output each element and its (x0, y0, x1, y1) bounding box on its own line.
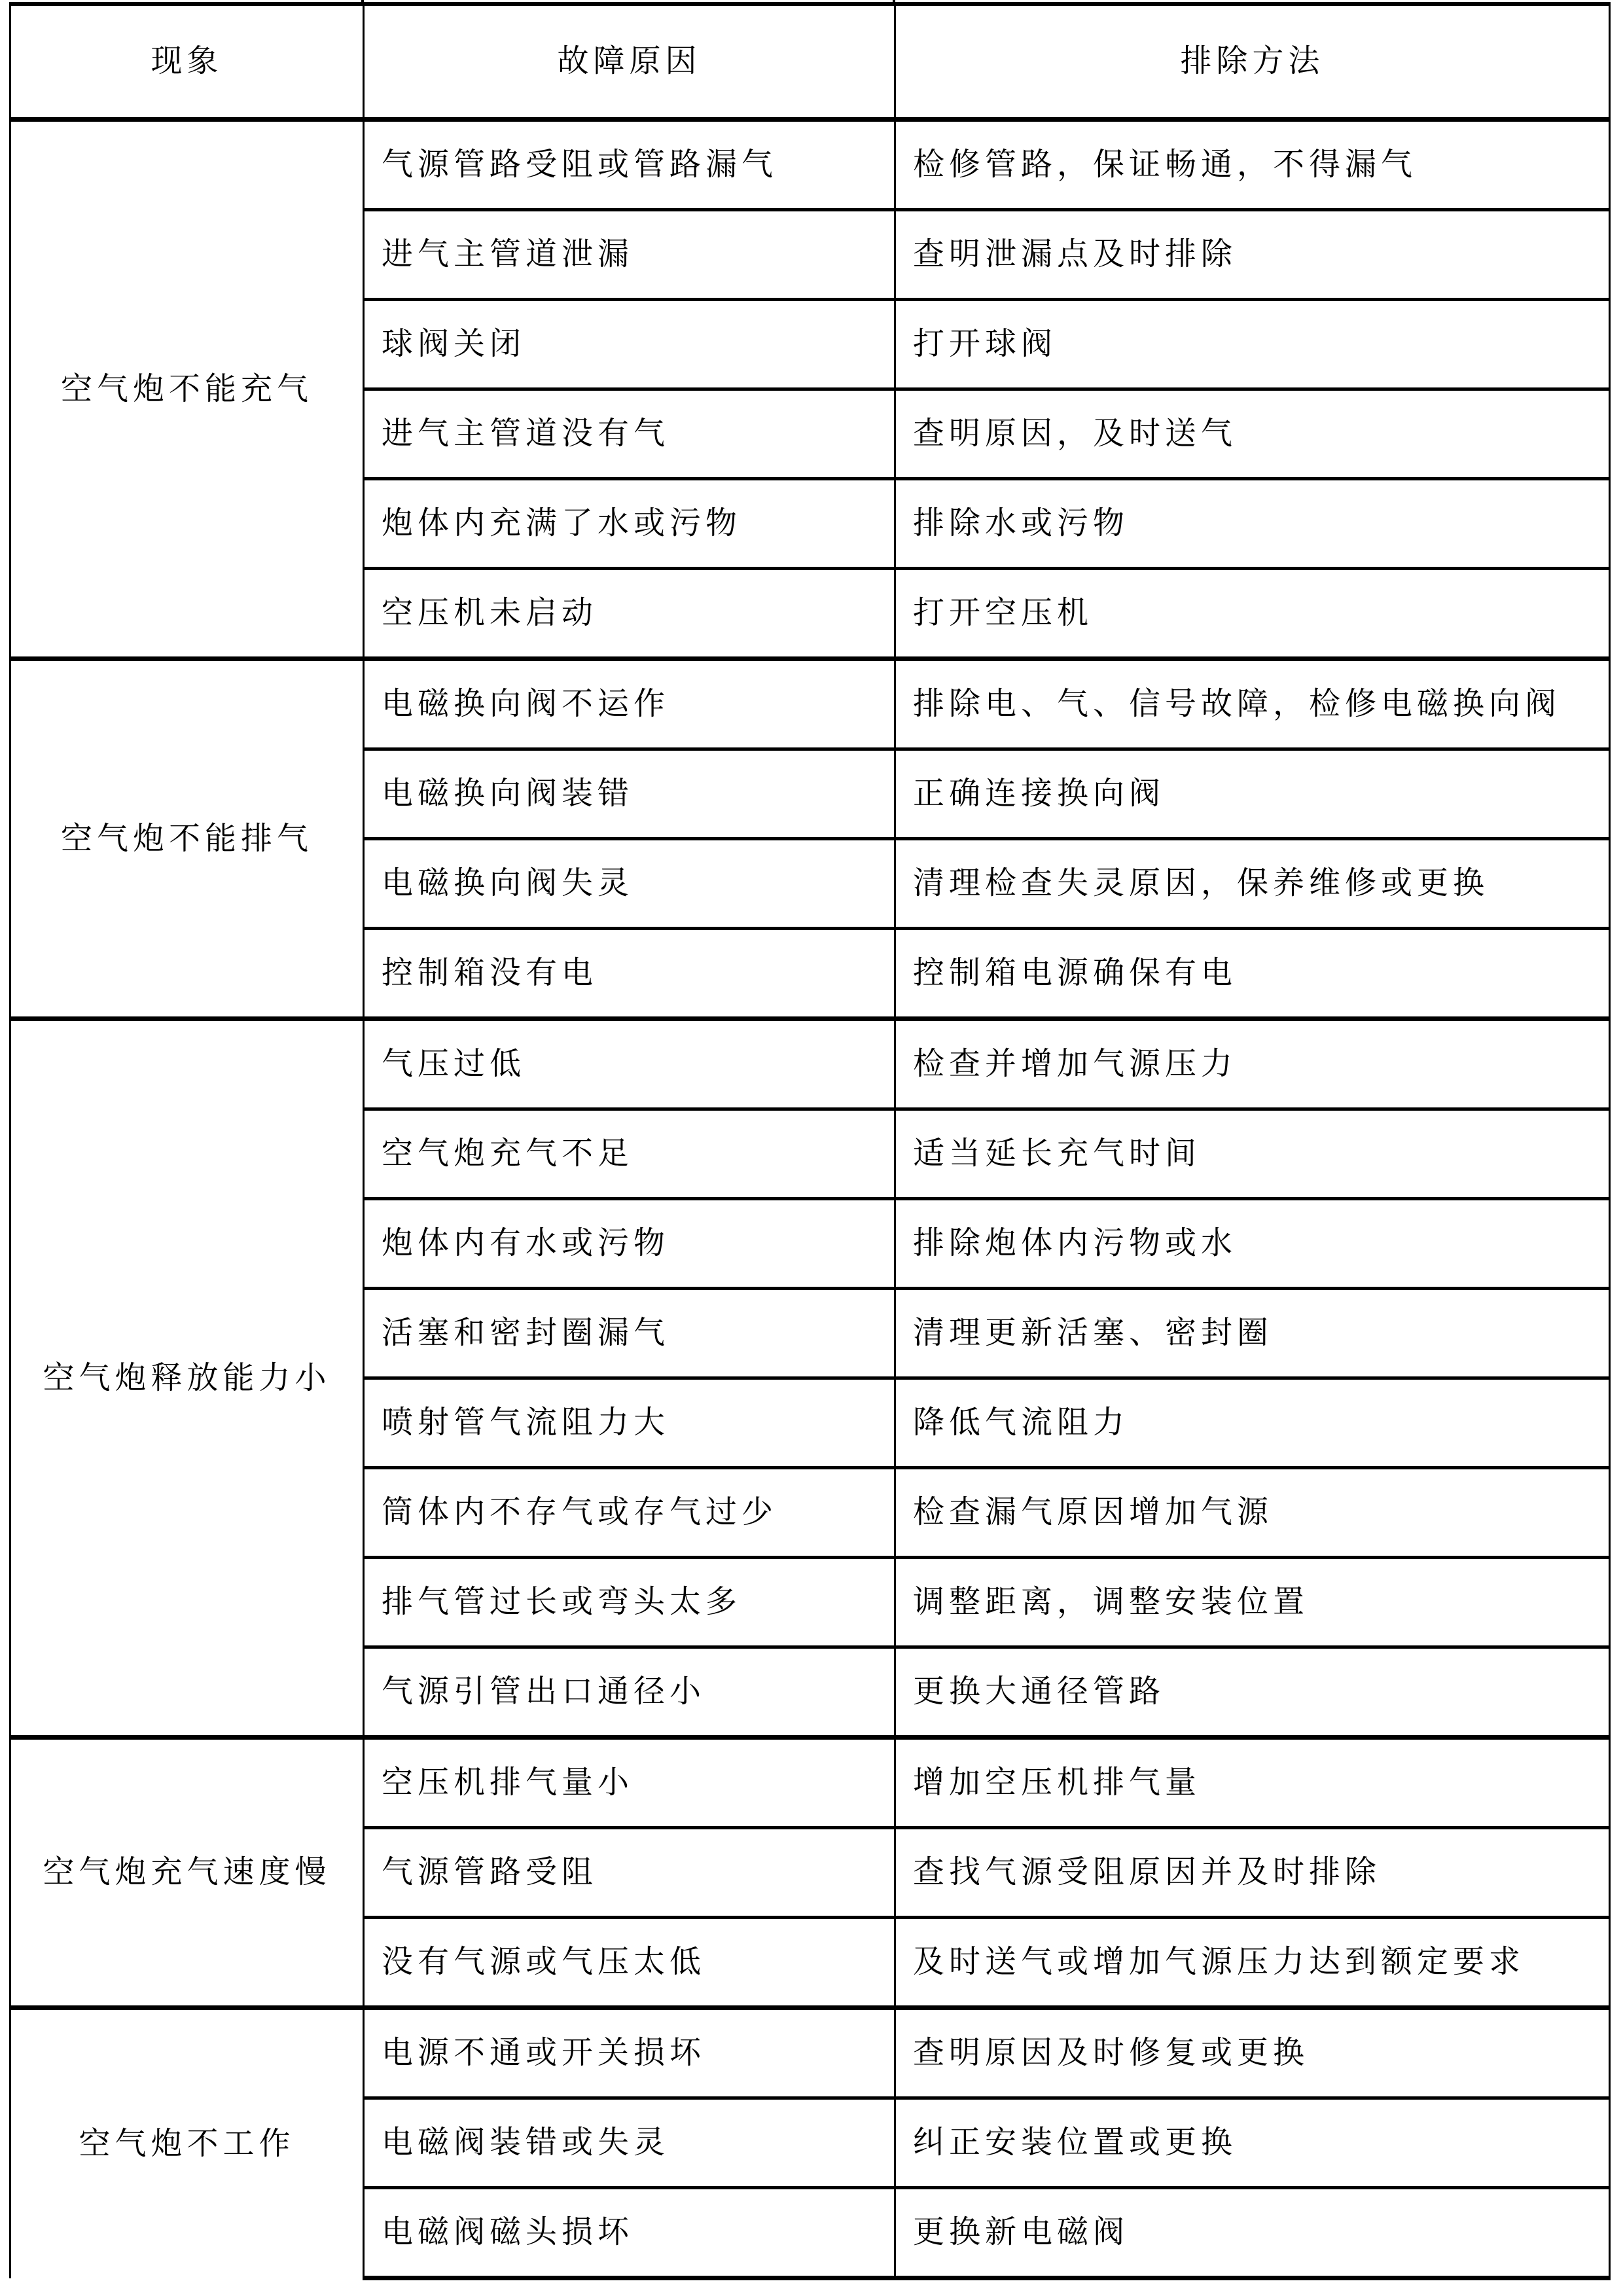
remedy-cell: 打开空压机 (895, 569, 1610, 659)
remedy-cell: 查明泄漏点及时排除 (895, 210, 1610, 300)
remedy-cell: 增加空压机排气量 (895, 1738, 1610, 1828)
remedy-cell: 调整距离，调整安装位置 (895, 1558, 1610, 1647)
remedy-cell: 及时送气或增加气源压力达到额定要求 (895, 1918, 1610, 2008)
cause-cell: 空压机排气量小 (364, 1738, 895, 1828)
cause-cell: 喷射管气流阻力大 (364, 1378, 895, 1468)
cause-cell: 电磁阀磁头损坏 (364, 2188, 895, 2278)
cause-cell: 控制箱没有电 (364, 929, 895, 1019)
remedy-cell: 排除炮体内污物或水 (895, 1199, 1610, 1289)
remedy-cell: 清理检查失灵原因，保养维修或更换 (895, 839, 1610, 929)
phenomenon-cell: 空气炮不工作 (10, 2008, 364, 2278)
header-remedy: 排除方法 (895, 4, 1610, 120)
cause-cell: 筒体内不存气或存气过少 (364, 1468, 895, 1558)
cause-cell: 空气炮充气不足 (364, 1109, 895, 1199)
table-row (10, 1738, 1610, 1828)
remedy-cell: 检查漏气原因增加气源 (895, 1468, 1610, 1558)
cause-cell: 电源不通或开关损坏 (364, 2008, 895, 2098)
phenomenon-cell: 空气炮不能充气 (10, 120, 364, 659)
phenomenon-cell: 空气炮不能排气 (10, 659, 364, 1019)
remedy-cell: 打开球阀 (895, 300, 1610, 389)
header-cause: 故障原因 (364, 4, 895, 120)
phenomenon-cell: 空气炮充气速度慢 (10, 1738, 364, 2008)
cause-cell: 球阀关闭 (364, 300, 895, 389)
troubleshooting-table (9, 2, 1611, 2280)
cause-cell: 电磁换向阀不运作 (364, 659, 895, 749)
cause-cell: 进气主管道没有气 (364, 389, 895, 479)
remedy-cell: 清理更新活塞、密封圈 (895, 1289, 1610, 1378)
cause-cell: 进气主管道泄漏 (364, 210, 895, 300)
table-row (10, 1019, 1610, 1109)
cause-cell: 空压机未启动 (364, 569, 895, 659)
cause-cell: 排气管过长或弯头太多 (364, 1558, 895, 1647)
remedy-cell: 检查并增加气源压力 (895, 1019, 1610, 1109)
cause-cell: 没有气源或气压太低 (364, 1918, 895, 2008)
table-row (10, 120, 1610, 210)
cause-cell: 炮体内充满了水或污物 (364, 479, 895, 569)
remedy-cell: 适当延长充气时间 (895, 1109, 1610, 1199)
phenomenon-cell: 空气炮释放能力小 (10, 1019, 364, 1738)
cause-cell: 气源管路受阻 (364, 1828, 895, 1918)
header-phenomenon: 现象 (10, 4, 364, 120)
table-row (10, 2008, 1610, 2098)
cause-cell: 电磁阀装错或失灵 (364, 2098, 895, 2188)
cause-cell: 电磁换向阀失灵 (364, 839, 895, 929)
remedy-cell: 降低气流阻力 (895, 1378, 1610, 1468)
cause-cell: 电磁换向阀装错 (364, 749, 895, 839)
remedy-cell: 查明原因，及时送气 (895, 389, 1610, 479)
remedy-cell: 控制箱电源确保有电 (895, 929, 1610, 1019)
remedy-cell: 检修管路，保证畅通，不得漏气 (895, 120, 1610, 210)
remedy-cell: 更换大通径管路 (895, 1647, 1610, 1738)
table-row (10, 659, 1610, 749)
remedy-cell: 更换新电磁阀 (895, 2188, 1610, 2278)
cause-cell: 活塞和密封圈漏气 (364, 1289, 895, 1378)
cause-cell: 气源引管出口通径小 (364, 1647, 895, 1738)
remedy-cell: 查明原因及时修复或更换 (895, 2008, 1610, 2098)
remedy-cell: 排除电、气、信号故障，检修电磁换向阀 (895, 659, 1610, 749)
remedy-cell: 查找气源受阻原因并及时排除 (895, 1828, 1610, 1918)
remedy-cell: 正确连接换向阀 (895, 749, 1610, 839)
cause-cell: 气压过低 (364, 1019, 895, 1109)
remedy-cell: 纠正安装位置或更换 (895, 2098, 1610, 2188)
remedy-cell: 排除水或污物 (895, 479, 1610, 569)
cause-cell: 气源管路受阻或管路漏气 (364, 120, 895, 210)
header-row (10, 4, 1610, 120)
cause-cell: 炮体内有水或污物 (364, 1199, 895, 1289)
